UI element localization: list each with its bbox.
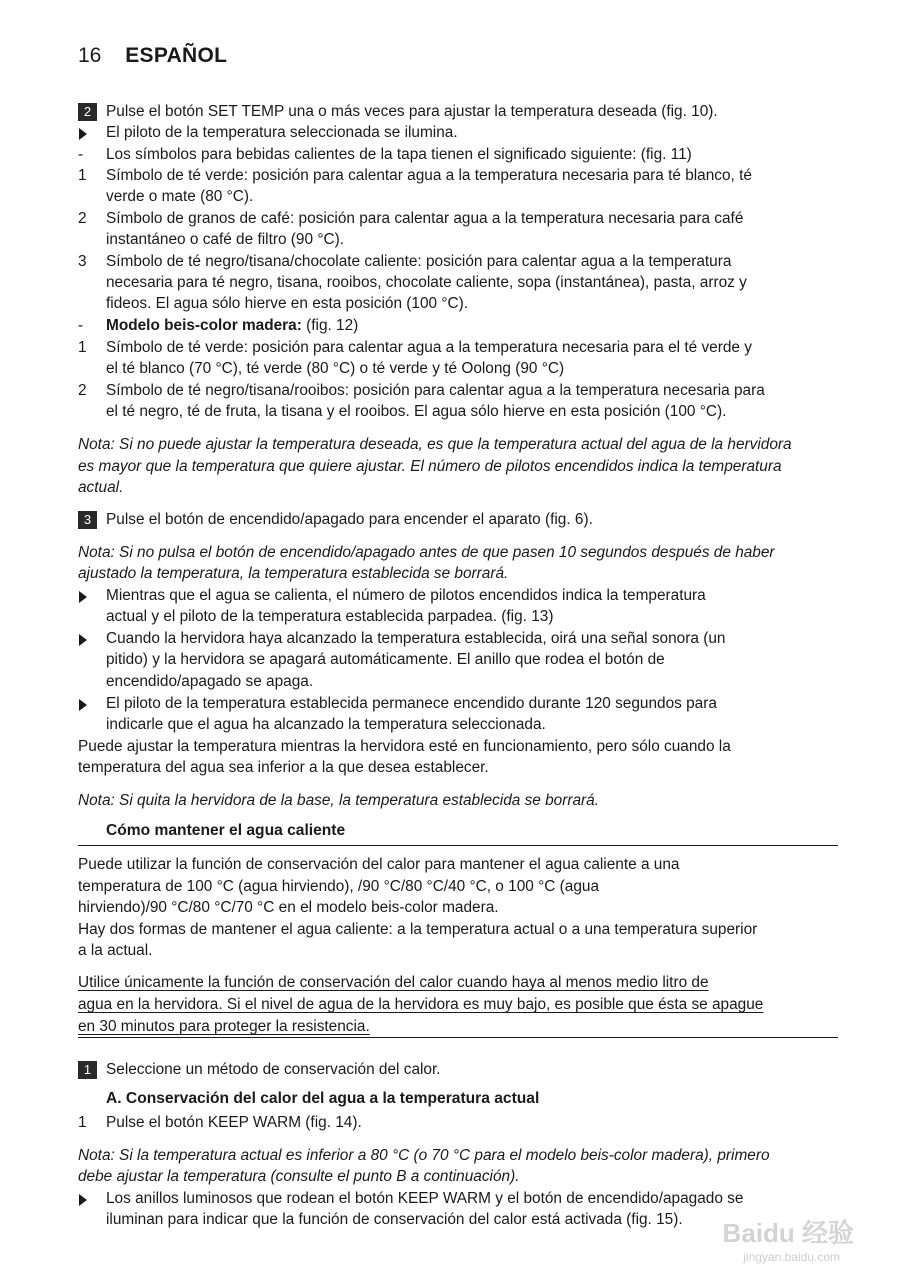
section-title: Cómo mantener el agua caliente <box>106 822 346 839</box>
list-text: Símbolo de granos de café: posición para calentar agua a la temperatura necesaria para café <box>106 210 744 227</box>
watermark-logo: Baidu 经验 <box>722 1218 854 1248</box>
warning-rule <box>78 1037 838 1038</box>
bullet-text: encendido/apagado se apaga. <box>106 673 314 690</box>
note-text: Nota: Si quita la hervidora de la base, la temperatura establecida se borrará. <box>78 792 600 809</box>
step-number-badge: 2 <box>78 103 97 121</box>
note-text: debe ajustar la temperatura (consulte el punto B a continuación). <box>78 1168 520 1185</box>
subsection-title: A. Conservación del calor del agua a la temperatura actual <box>106 1090 540 1107</box>
dash-marker: - <box>78 317 84 334</box>
bullet-text: El piloto de la temperatura seleccionada se ilumina. <box>106 124 458 141</box>
list-text: fideos. El agua sólo hierve en esta posición (100 °C). <box>106 295 469 312</box>
list-text: Símbolo de té negro/tisana/chocolate caliente: posición para calentar agua a la temperatura <box>106 253 732 270</box>
bullet-text: actual y el piloto de la temperatura establecida parpadea. (fig. 13) <box>106 608 554 625</box>
bullet-triangle-icon <box>79 699 87 711</box>
list-text: Símbolo de té verde: posición para calentar agua a la temperatura necesaria para el té verde y <box>106 339 752 356</box>
step-text: Pulse el botón de encendido/apagado para encender el aparato (fig. 6). <box>106 511 593 528</box>
section-rule <box>78 845 838 846</box>
dash-text <box>106 315 358 336</box>
step-text: Pulse el botón SET TEMP una o más veces para ajustar la temperatura deseada (fig. 10). <box>106 103 718 120</box>
note-text: Nota: Si la temperatura actual es inferior a 80 °C (o 70 °C para el modelo beis-color madera), primero <box>78 1147 770 1164</box>
warning-text: en 30 minutos para proteger la resistencia. <box>78 1018 370 1035</box>
list-text: el té negro, té de fruta, la tisana y el rooibos. El agua sólo hierve en esta posición (100 °C). <box>106 403 727 420</box>
bullet-text: Mientras que el agua se calienta, el número de pilotos encendidos indica la temperatura <box>106 587 706 604</box>
list-number: 1 <box>78 1114 87 1131</box>
paragraph-text: temperatura del agua sea inferior a la que desea establecer. <box>78 759 489 776</box>
dash-text: Los símbolos para bebidas calientes de la tapa tienen el significado siguiente: (fig. 11) <box>106 146 692 163</box>
list-text: el té blanco (70 °C), té verde (80 °C) o té verde y té Oolong (90 °C) <box>106 360 565 377</box>
paragraph-text: Puede utilizar la función de conservación del calor para mantener el agua caliente a una <box>78 856 680 873</box>
fig-ref: (fig. 12) <box>306 317 359 334</box>
paragraph-text: a la actual. <box>78 942 153 959</box>
list-text: necesaria para té negro, tisana, rooibos, chocolate caliente, sopa (instantánea), pasta, arroz y <box>106 274 747 291</box>
list-number: 2 <box>78 382 87 399</box>
warning-text: agua en la hervidora. Si el nivel de agua de la hervidora es muy bajo, es posible que ésta se apague <box>78 996 764 1013</box>
bullet-triangle-icon <box>79 591 87 603</box>
bullet-triangle-icon <box>79 128 87 140</box>
page-language-title: ESPAÑOL <box>125 44 228 67</box>
step-number-badge: 1 <box>78 1061 97 1079</box>
list-text: Símbolo de té negro/tisana/rooibos: posición para calentar agua a la temperatura necesaria para <box>106 382 765 399</box>
bullet-text: Los anillos luminosos que rodean el botón KEEP WARM y el botón de encendido/apagado se <box>106 1190 744 1207</box>
list-number: 1 <box>78 167 87 184</box>
bullet-text: El piloto de la temperatura establecida permanece encendido durante 120 segundos para <box>106 695 717 712</box>
note-text: actual. <box>78 479 124 496</box>
bullet-text: iluminan para indicar que la función de conservación del calor está activada (fig. 15). <box>106 1211 683 1228</box>
watermark-url: jingyan.baidu.com <box>743 1250 840 1264</box>
page-header <box>78 44 227 68</box>
list-text: Símbolo de té verde: posición para calentar agua a la temperatura necesaria para té blanco, té <box>106 167 752 184</box>
bullet-text: pitido) y la hervidora se apagará automáticamente. El anillo que rodea el botón de <box>106 651 665 668</box>
page-number: 16 <box>78 44 102 67</box>
bullet-triangle-icon <box>79 634 87 646</box>
note-text: Nota: Si no pulsa el botón de encendido/apagado antes de que pasen 10 segundos después de haber <box>78 544 775 561</box>
note-text: ajustado la temperatura, la temperatura establecida se borrará. <box>78 565 509 582</box>
note-text: es mayor que la temperatura que quiere ajustar. El número de pilotos encendidos indica la temperatura <box>78 458 782 475</box>
paragraph-text: temperatura de 100 °C (agua hirviendo), /90 °C/80 °C/40 °C, o 100 °C (agua <box>78 878 599 895</box>
list-text: verde o mate (80 °C). <box>106 188 254 205</box>
bullet-text: Cuando la hervidora haya alcanzado la temperatura establecida, oirá una señal sonora (un <box>106 630 726 647</box>
paragraph-text: Puede ajustar la temperatura mientras la hervidora esté en funcionamiento, pero sólo cuando la <box>78 738 731 755</box>
model-label: Modelo beis-color madera: <box>106 317 302 334</box>
bullet-triangle-icon <box>79 1194 87 1206</box>
list-number: 3 <box>78 253 87 270</box>
step-number-badge: 3 <box>78 511 97 529</box>
paragraph-text: hirviendo)/90 °C/80 °C/70 °C en el modelo beis-color madera. <box>78 899 499 916</box>
bullet-text: indicarle que el agua ha alcanzado la temperatura seleccionada. <box>106 716 546 733</box>
dash-marker: - <box>78 146 84 163</box>
paragraph-text: Hay dos formas de mantener el agua caliente: a la temperatura actual o a una temperatura superior <box>78 921 758 938</box>
step-text: Seleccione un método de conservación del calor. <box>106 1061 441 1078</box>
list-number: 1 <box>78 339 87 356</box>
warning-text: Utilice únicamente la función de conservación del calor cuando haya al menos medio litro de <box>78 974 709 991</box>
list-text: Pulse el botón KEEP WARM (fig. 14). <box>106 1114 362 1131</box>
list-number: 2 <box>78 210 87 227</box>
note-text: Nota: Si no puede ajustar la temperatura deseada, es que la temperatura actual del agua de la hervidora <box>78 436 792 453</box>
list-text: instantáneo o café de filtro (90 °C). <box>106 231 344 248</box>
